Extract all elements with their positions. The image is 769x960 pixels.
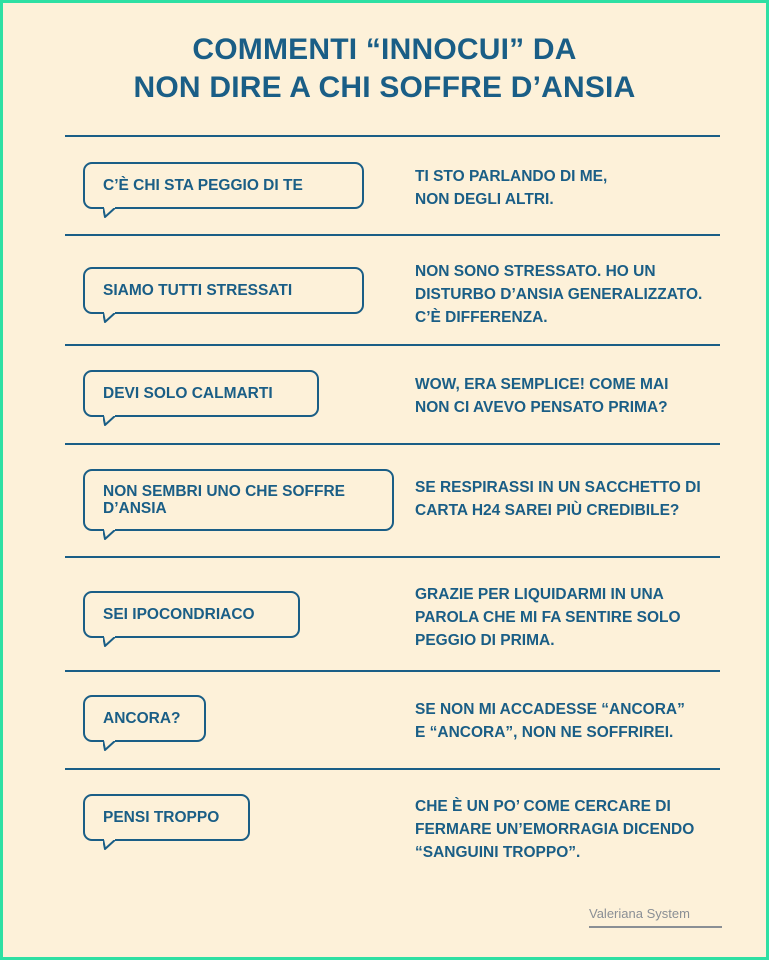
speech-bubble-tail-icon [103, 740, 117, 752]
infographic-card [3, 3, 766, 957]
comment-text: SIAMO TUTTI STRESSATI [103, 282, 293, 299]
speech-bubble-tail-icon [103, 312, 117, 324]
comment-bubble [83, 794, 250, 841]
comment-text: C’È CHI STA PEGGIO DI TE [103, 177, 303, 194]
divider [65, 670, 720, 672]
reply-text: CHE È UN PO’ COME CERCARE DI FERMARE UN’EMORRAGIA DICENDO “SANGUINI TROPPO”. [415, 798, 695, 861]
divider [65, 344, 720, 346]
divider [65, 556, 720, 558]
comment-text: ANCORA? [103, 710, 181, 727]
comment-bubble [83, 162, 364, 209]
speech-bubble-tail-icon [103, 415, 117, 427]
reply-text: SE NON MI ACCADESSE “ANCORA” E “ANCORA”, NON NE SOFFRIREI. [415, 701, 685, 741]
reply-text: WOW, ERA SEMPLICE! COME MAI NON CI AVEVO PENSATO PRIMA? [415, 376, 669, 416]
divider [65, 443, 720, 445]
comment-bubble [83, 267, 364, 314]
page-title [3, 31, 766, 107]
comment-text: NON SEMBRI UNO CHE SOFFRE D’ANSIA [103, 483, 345, 517]
speech-bubble-tail-icon [103, 529, 117, 541]
divider [65, 135, 720, 137]
reply-text: SE RESPIRASSI IN UN SACCHETTO DI CARTA H24 SAREI PIÙ CREDIBILE? [415, 479, 701, 519]
reply-text: TI STO PARLANDO DI ME, NON DEGLI ALTRI. [415, 168, 608, 208]
comment-bubble [83, 591, 300, 638]
comment-bubble [83, 695, 206, 742]
reply-text: NON SONO STRESSATO. HO UN DISTURBO D’ANSIA GENERALIZZATO. C’È DIFFERENZA. [415, 263, 703, 326]
signature-underline [589, 926, 722, 928]
divider [65, 768, 720, 770]
divider [65, 234, 720, 236]
comment-text: DEVI SOLO CALMARTI [103, 385, 273, 402]
speech-bubble-tail-icon [103, 839, 117, 851]
comment-text: PENSI TROPPO [103, 809, 220, 826]
comment-text: SEI IPOCONDRIACO [103, 606, 255, 623]
comment-bubble [83, 469, 394, 531]
reply-text: GRAZIE PER LIQUIDARMI IN UNA PAROLA CHE MI FA SENTIRE SOLO PEGGIO DI PRIMA. [415, 586, 681, 649]
signature: Valeriana System [589, 906, 690, 921]
comment-bubble [83, 370, 319, 417]
speech-bubble-tail-icon [103, 636, 117, 648]
title-line-2: NON DIRE A CHI SOFFRE D’ANSIA [133, 71, 636, 104]
speech-bubble-tail-icon [103, 207, 117, 219]
title-line-1: COMMENTI “INNOCUI” DA [192, 33, 577, 66]
